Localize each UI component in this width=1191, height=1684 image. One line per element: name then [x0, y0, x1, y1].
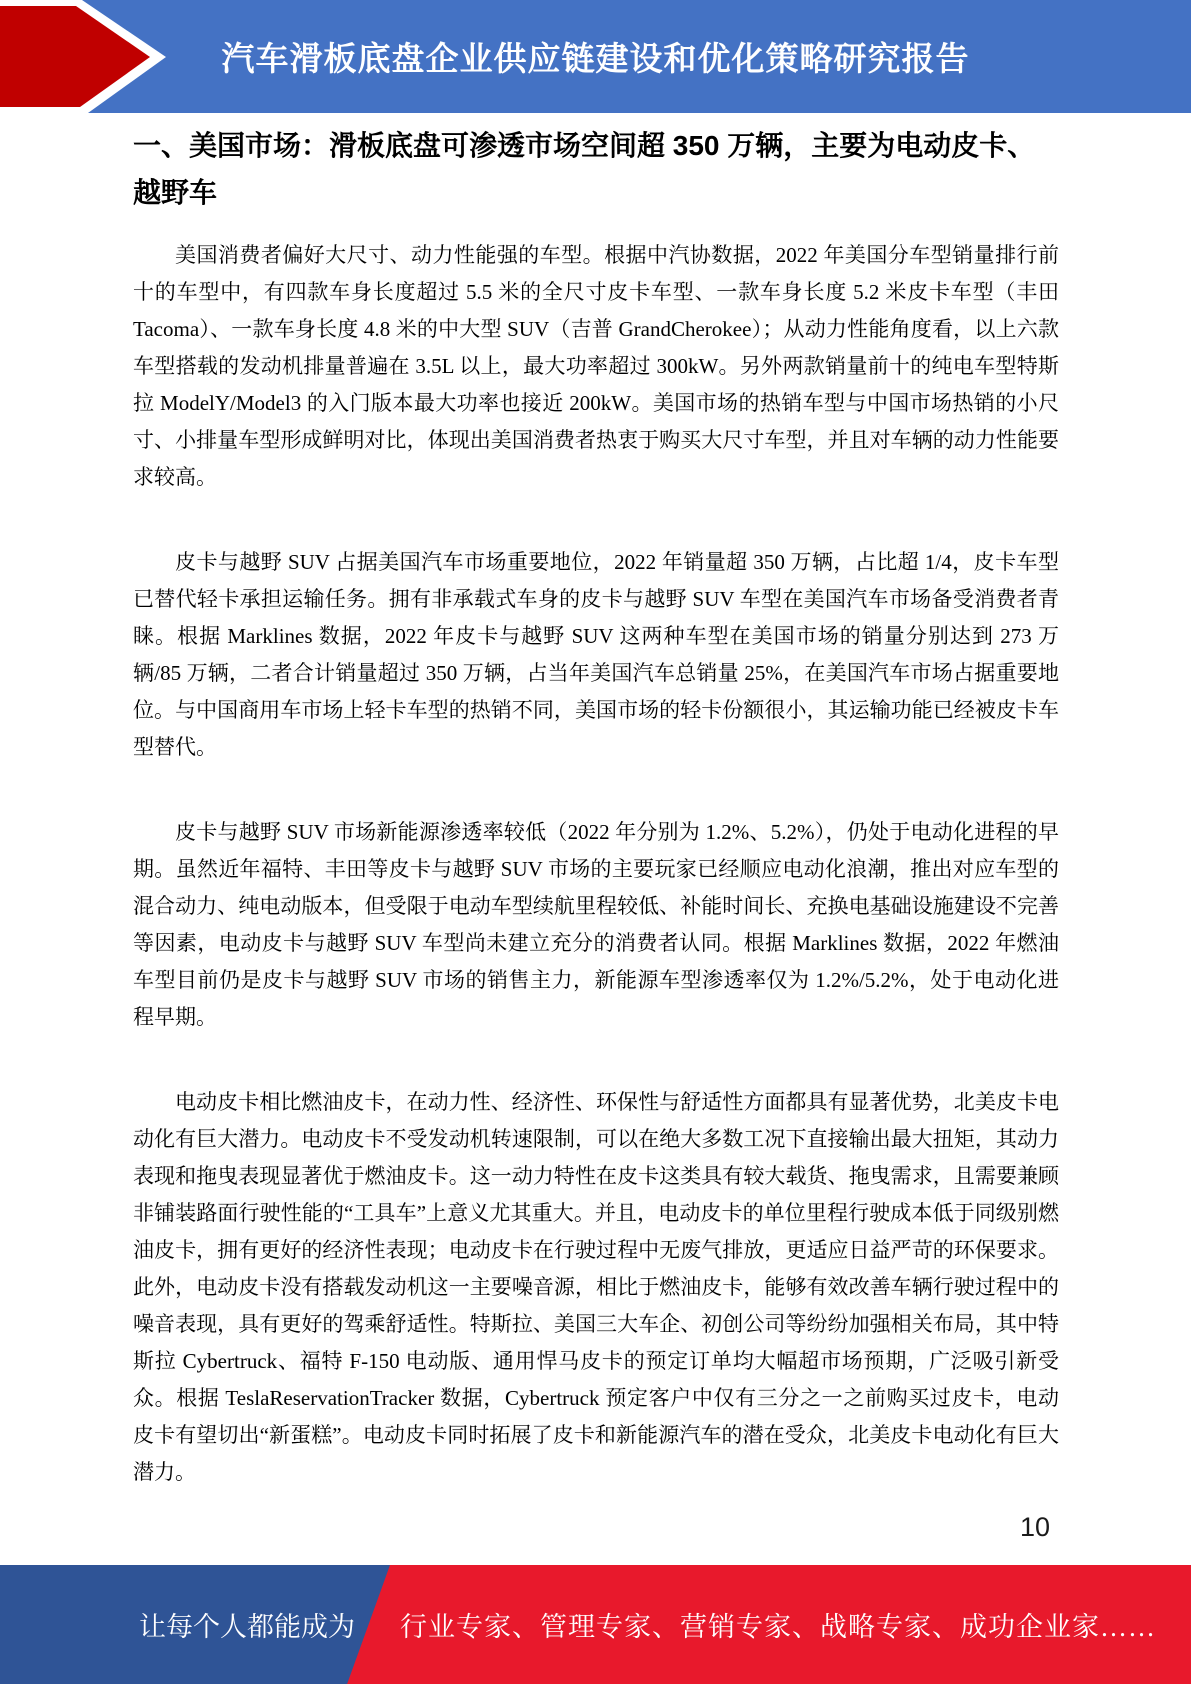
- page-body: [133, 113, 1059, 1539]
- page-number: 10: [1019, 1512, 1050, 1542]
- footer-slogan-left: 让每个人都能成为: [139, 1612, 355, 1642]
- body-paragraph-1: 美国消费者偏好大尺寸、动力性能强的车型。根据中汽协数据，2022 年美国分车型销量排行前十的车型中，有四款车身长度超过 5.5 米的全尺寸皮卡车型、一款车身长度 5.2 米皮卡车型（丰田 Tacoma）、一款车身长度 4.8 米的中大型 SUV（吉普 GrandCherokee）；从动力性能角度看，以上六款车型搭载的发动机排量普遍在 3.5L 以上，最大功率超过 300kW。另外两款销量前十的纯电车型特斯拉 ModelY/Model3 的入门版本最大功率也接近 200kW。美国市场的热销车型与中国市场热销的小尺寸、小排量车型形成鲜明对比，体现出美国消费者热衷于购买大尺寸车型，并且对车辆的动力性能要求较高。: [133, 243, 1059, 489]
- report-title: 汽车滑板底盘企业供应链建设和优化策略研究报告: [221, 40, 970, 77]
- section-heading: 一、美国市场：滑板底盘可渗透市场空间超 350 万辆，主要为电动皮卡、越野车: [133, 130, 1036, 208]
- page-header: [0, 0, 1191, 113]
- body-paragraph-2: 皮卡与越野 SUV 占据美国汽车市场重要地位，2022 年销量超 350 万辆，占比超 1/4，皮卡车型已替代轻卡承担运输任务。拥有非承载式车身的皮卡与越野 SUV 车型在美国汽车市场备受消费者青睐。根据 Marklines 数据，2022 年皮卡与越野 SUV 这两种车型在美国市场的销量分别达到 273 万辆/85 万辆，二者合计销量超过 350 万辆，占当年美国汽车总销量 25%，在美国汽车市场占据重要地位。与中国商用车市场上轻卡车型的热销不同，美国市场的轻卡份额很小，其运输功能已经被皮卡车型替代。: [133, 550, 1059, 759]
- footer-slogan-right: 行业专家、管理专家、营销专家、战略专家、成功企业家……: [400, 1612, 1156, 1642]
- body-paragraph-3: 皮卡与越野 SUV 市场新能源渗透率较低（2022 年分别为 1.2%、5.2%），仍处于电动化进程的早期。虽然近年福特、丰田等皮卡与越野 SUV 市场的主要玩家已经顺应电动化浪潮，推出对应车型的混合动力、纯电动版本，但受限于电动车型续航里程较低、补能时间长、充换电基础设施建设不完善等因素，电动皮卡与越野 SUV 车型尚未建立充分的消费者认同。根据 Marklines 数据，2022 年燃油车型目前仍是皮卡与越野 SUV 市场的销售主力，新能源车型渗透率仅为 1.2%/5.2%，处于电动化进程早期。: [133, 820, 1059, 1029]
- body-paragraph-4: 电动皮卡相比燃油皮卡，在动力性、经济性、环保性与舒适性方面都具有显著优势，北美皮卡电动化有巨大潜力。电动皮卡不受发动机转速限制，可以在绝大多数工况下直接输出最大扭矩，其动力表现和拖曳表现显著优于燃油皮卡。这一动力特性在皮卡这类具有较大载货、拖曳需求，且需要兼顾非铺装路面行驶性能的“工具车”上意义尤其重大。并且，电动皮卡的单位里程行驶成本低于同级别燃油皮卡，拥有更好的经济性表现；电动皮卡在行驶过程中无废气排放，更适应日益严苛的环保要求。此外，电动皮卡没有搭载发动机这一主要噪音源，相比于燃油皮卡，能够有效改善车辆行驶过程中的噪音表现，具有更好的驾乘舒适性。特斯拉、美国三大车企、初创公司等纷纷加强相关布局，其中特斯拉 Cybertruck、福特 F-150 电动版、通用悍马皮卡的预定订单均大幅超市场预期，广泛吸引新受众。根据 TeslaReservationTracker 数据，Cybertruck 预定客户中仅有三分之一之前购买过皮卡，电动皮卡有望切出“新蛋糕”。电动皮卡同时拓展了皮卡和新能源汽车的潜在受众，北美皮卡电动化有巨大潜力。: [133, 1090, 1059, 1484]
- chevron-right-icon: [0, 0, 170, 113]
- page-footer: [0, 1565, 1191, 1684]
